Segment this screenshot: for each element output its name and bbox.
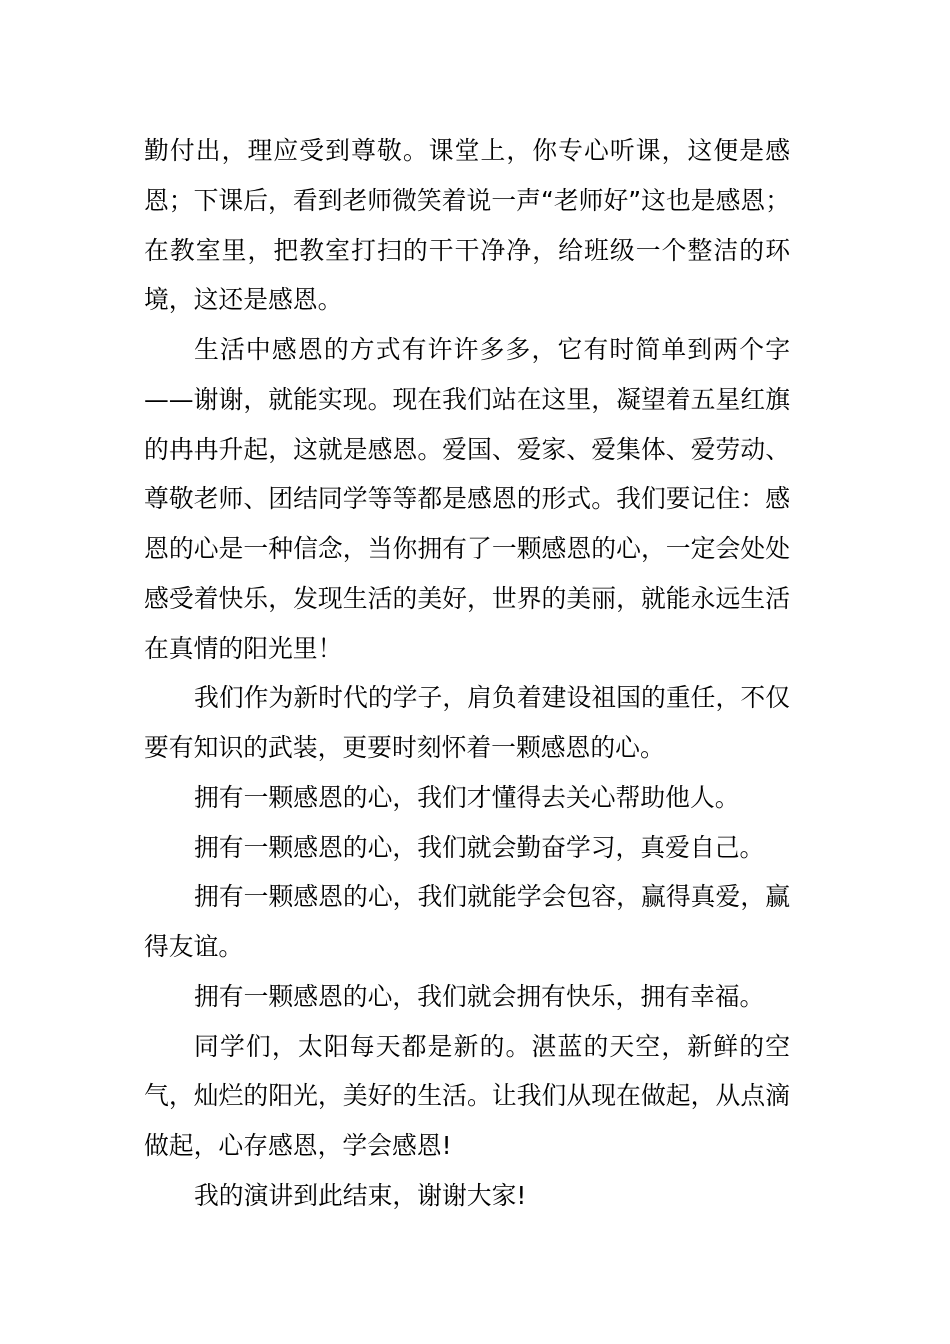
- paragraph-new-era-students: 我们作为新时代的学子，肩负着建设祖国的重任，不仅要有知识的武装，更要时刻怀着一颗感恩的心。: [144, 683, 790, 762]
- paragraph-call-to-action: 同学们，太阳每天都是新的。湛蓝的天空，新鲜的空气，灿烂的阳光，美好的生活。让我们从现在做起，从点滴做起，心存感恩，学会感恩!: [144, 1031, 790, 1160]
- paragraph-tolerance: 拥有一颗感恩的心，我们就能学会包容，赢得真爱，赢得友谊。: [144, 882, 790, 961]
- paragraph-happiness: 拥有一颗感恩的心，我们就会拥有快乐，拥有幸福。: [194, 981, 765, 1011]
- paragraph-ways-of-gratitude: 生活中感恩的方式有许许多多，它有时简单到两个字——谢谢，就能实现。现在我们站在这里，凝望着五星红旗的冉冉升起，这就是感恩。爱国、爱家、爱集体、爱劳动、尊敬老师、团结同学等等都是感恩的形式。我们要记住：感恩的心是一种信念，当你拥有了一颗感恩的心，一定会处处感受着快乐，发现生活的美好，世界的美丽，就能永远生活在真情的阳光里！: [144, 335, 790, 663]
- paragraph-study-hard: 拥有一颗感恩的心，我们就会勤奋学习，真爱自己。: [194, 832, 765, 862]
- paragraph-continued: 勤付出，理应受到尊敬。课堂上，你专心听课，这便是感恩；下课后，看到老师微笑着说一声“老师好”这也是感恩；在教室里，把教室打扫的干干净净，给班级一个整洁的环境，这还是感恩。: [144, 136, 790, 315]
- paragraph-closing: 我的演讲到此结束，谢谢大家!: [194, 1180, 527, 1210]
- paragraph-care-for-others: 拥有一颗感恩的心，我们才懂得去关心帮助他人。: [194, 782, 740, 812]
- speech-body: [144, 126, 790, 1221]
